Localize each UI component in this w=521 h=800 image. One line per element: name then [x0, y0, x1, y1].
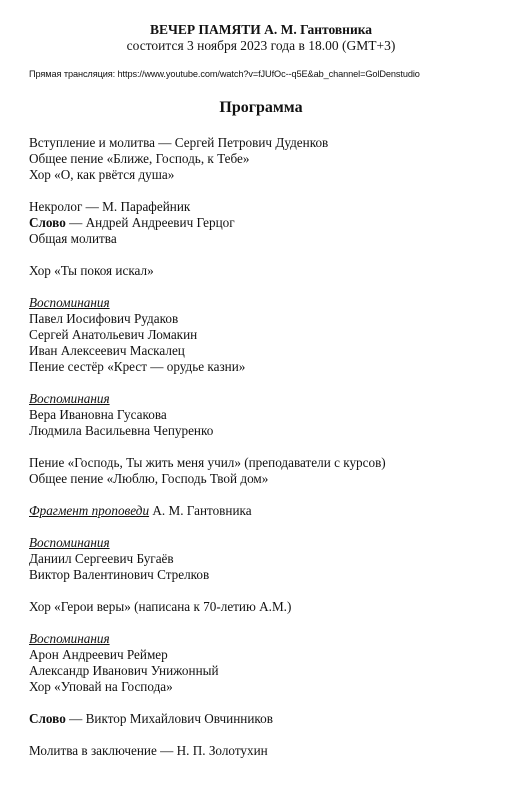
- program-item: Хор «Ты покоя искал»: [29, 263, 154, 278]
- program-item: Хор «Герои веры» (написана к 70-летию А.М.): [29, 599, 292, 614]
- program-item: Некролог — М. Парафейник: [29, 199, 191, 214]
- program-heading: Программа: [219, 99, 303, 116]
- program-item: Пение «Господь, Ты жить меня учил» (преподаватели с курсов): [29, 455, 386, 470]
- program-item: Хор «О, как рвётся душа»: [29, 167, 175, 182]
- event-date: состоится 3 ноября 2023 года в 18.00 (GMT+3): [126, 38, 396, 53]
- program-item: Пение сестёр «Крест — орудье казни»: [29, 359, 246, 374]
- program-item-text: А. М. Гантовника: [149, 503, 252, 518]
- section-heading: Фрагмент проповеди: [29, 503, 150, 518]
- stream-line: [29, 68, 493, 80]
- program-item-text: — Виктор Михайлович Овчинников: [65, 711, 273, 726]
- stream-link[interactable]: https://www.youtube.com/watch?v=fJUfOc--q5E&ab_channel=GolDenstudio: [117, 69, 420, 79]
- program-item: Иван Алексеевич Маскалец: [29, 343, 185, 358]
- program-item: Молитва в заключение — Н. П. Золотухин: [29, 743, 268, 758]
- program-item: Виктор Валентинович Стрелков: [29, 567, 210, 582]
- stream-label: Прямая трансляция:: [29, 69, 116, 79]
- program-item: Общее пение «Люблю, Господь Твой дом»: [29, 471, 269, 486]
- section-heading: Воспоминания: [29, 535, 110, 550]
- program-item: Сергей Анатольевич Ломакин: [29, 327, 198, 342]
- section-heading: Воспоминания: [29, 295, 110, 310]
- program-item-text: — Андрей Андреевич Герцог: [65, 215, 235, 230]
- program-item: Вступление и молитва — Сергей Петрович Дуденков: [29, 135, 329, 150]
- program-item: Вера Ивановна Гусакова: [29, 407, 167, 422]
- program-item: Хор «Уповай на Господа»: [29, 679, 173, 694]
- program-item: Даниил Сергеевич Бугаёв: [29, 551, 174, 566]
- program-item: Общая молитва: [29, 231, 117, 246]
- event-title: ВЕЧЕР ПАМЯТИ А. М. Гантовника: [149, 22, 373, 37]
- program-item: Арон Андреевич Реймер: [29, 647, 168, 662]
- bold-label: Слово: [29, 215, 66, 230]
- section-heading: Воспоминания: [29, 391, 110, 406]
- program-item: Общее пение «Ближе, Господь, к Тебе»: [29, 151, 250, 166]
- program-list: [29, 135, 493, 759]
- program-item: Александр Иванович Унижонный: [29, 663, 219, 678]
- bold-label: Слово: [29, 711, 66, 726]
- section-heading: Воспоминания: [29, 631, 110, 646]
- program-item: [29, 711, 493, 727]
- program-item: Людмила Васильевна Чепуренко: [29, 423, 214, 438]
- program-item: [29, 215, 493, 231]
- program-item: Павел Иосифович Рудаков: [29, 311, 179, 326]
- program-item: [29, 503, 493, 519]
